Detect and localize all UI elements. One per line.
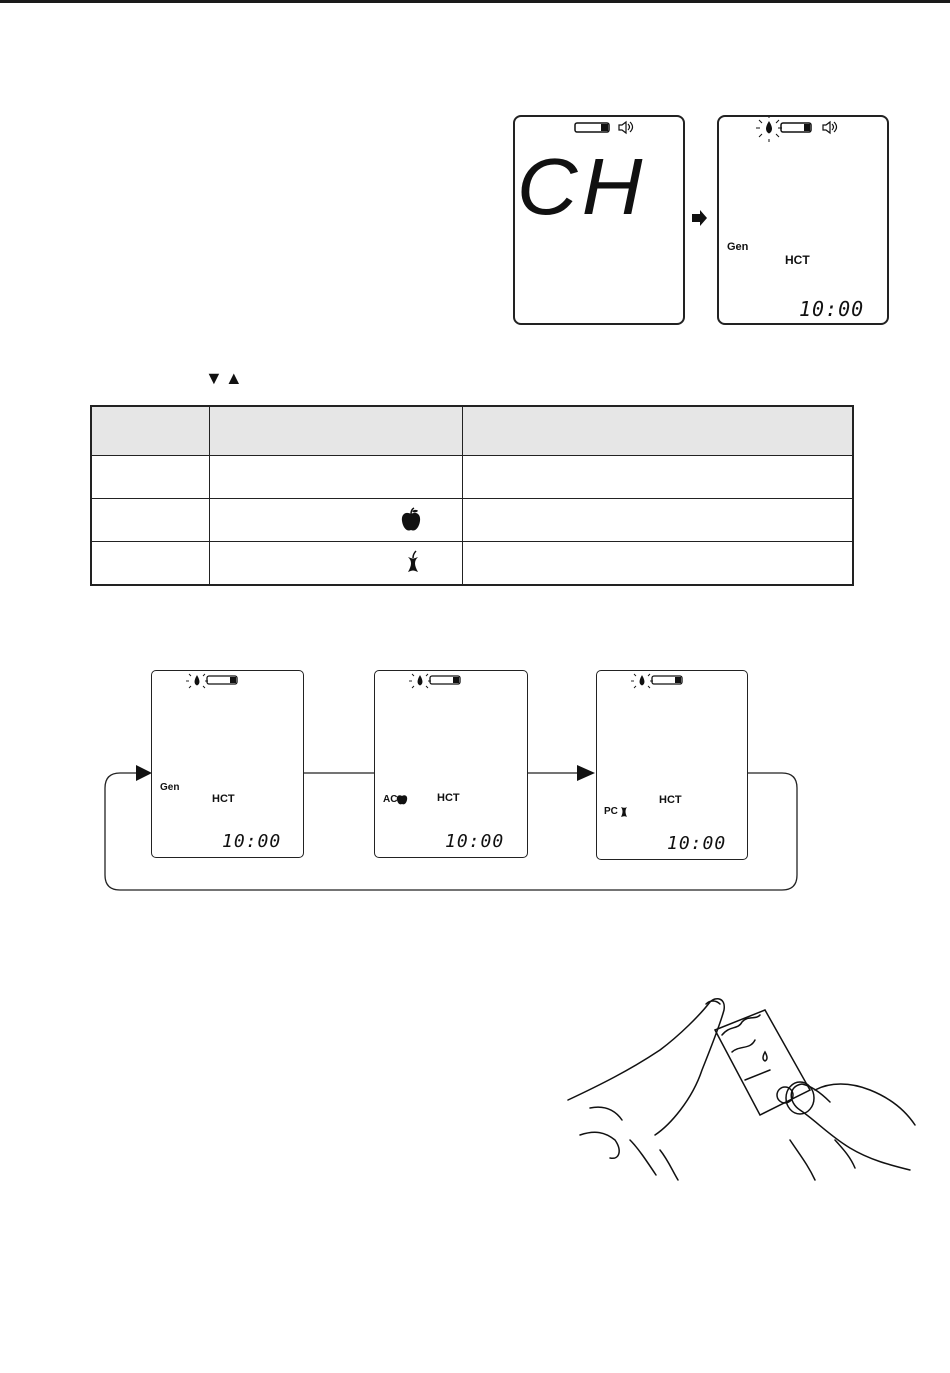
- flow-arrow-icon: [577, 765, 595, 781]
- loop-arrow-icon: [136, 765, 152, 781]
- drop-mark-icon: [763, 1052, 767, 1061]
- mode-label: AC: [383, 794, 398, 805]
- blood-drop-icon: [186, 674, 208, 688]
- sound-icon: [619, 122, 633, 133]
- time-display: 10:00: [667, 833, 727, 854]
- hct-label: HCT: [212, 793, 235, 805]
- time-display: 10:00: [799, 297, 865, 321]
- apple-core-icon: [404, 550, 422, 576]
- next-arrow-icon: [692, 210, 708, 226]
- top-rule: [0, 0, 950, 3]
- meter-screen-pc: [596, 670, 748, 860]
- meter-screen-gen-top: [717, 115, 889, 325]
- sound-icon: [823, 122, 837, 133]
- table-row: [91, 499, 853, 542]
- error-code: CH: [516, 142, 647, 231]
- table-row: [91, 542, 853, 586]
- blood-drop-icon: [756, 117, 782, 142]
- mode-label: Gen: [727, 241, 749, 253]
- hct-label: HCT: [785, 253, 810, 267]
- table-header-row: [91, 406, 853, 456]
- apple-core-icon: [621, 807, 627, 817]
- nav-keys-icon: ▼▲: [205, 368, 245, 388]
- hct-label: HCT: [659, 794, 682, 806]
- hct-label: HCT: [437, 792, 460, 804]
- meter-screen-ch: [513, 115, 685, 325]
- blood-drop-icon: [409, 674, 431, 688]
- apple-icon: [400, 507, 422, 533]
- time-display: 10:00: [222, 831, 282, 852]
- mode-table: [90, 405, 854, 586]
- table-row: [91, 456, 853, 499]
- meter-screen-gen: [151, 670, 304, 858]
- time-display: 10:00: [445, 831, 505, 852]
- finger-test-strip-illustration: [560, 990, 920, 1190]
- mode-label: PC: [604, 806, 618, 817]
- blood-drop-icon: [631, 674, 653, 688]
- meter-screen-ac: [374, 670, 528, 858]
- apple-icon: [397, 795, 407, 804]
- mode-label: Gen: [160, 782, 180, 793]
